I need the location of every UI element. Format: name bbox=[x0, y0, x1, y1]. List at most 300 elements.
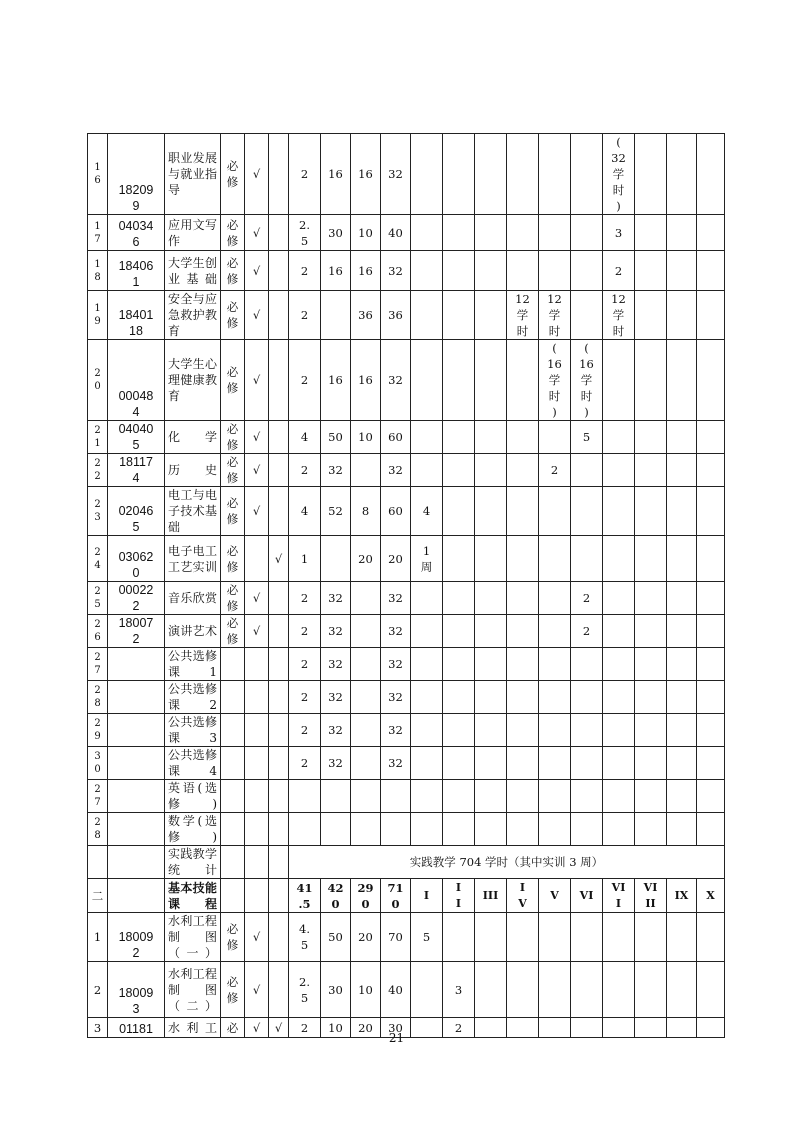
semester-hours bbox=[539, 134, 571, 215]
credit: 2 bbox=[289, 747, 321, 780]
semester-hours bbox=[603, 747, 635, 780]
check-mark: √ bbox=[245, 1018, 269, 1038]
semester-hours bbox=[603, 454, 635, 487]
course-type: 必 修 bbox=[221, 536, 245, 582]
total-hours: 40 bbox=[381, 962, 411, 1018]
semester-hours bbox=[507, 615, 539, 648]
check-mark bbox=[269, 913, 289, 962]
semester-hours bbox=[635, 134, 667, 215]
semester-header: I I bbox=[443, 879, 475, 913]
semester-hours bbox=[635, 813, 667, 846]
semester-hours bbox=[603, 780, 635, 813]
total-hours: 32 bbox=[381, 648, 411, 681]
practice-hours: 20 bbox=[351, 536, 381, 582]
semester-hours bbox=[635, 747, 667, 780]
semester-hours bbox=[475, 487, 507, 536]
total-hours: 32 bbox=[381, 681, 411, 714]
semester-hours bbox=[571, 487, 603, 536]
credit: 2 bbox=[289, 134, 321, 215]
check-mark bbox=[245, 747, 269, 780]
semester-hours bbox=[571, 251, 603, 291]
semester-hours bbox=[411, 340, 443, 421]
practice-hours: 20 bbox=[351, 913, 381, 962]
practice-stat-row bbox=[88, 846, 725, 879]
course-code bbox=[108, 648, 165, 681]
semester-hours bbox=[411, 962, 443, 1018]
semester-hours bbox=[475, 648, 507, 681]
semester-hours: 2 bbox=[603, 251, 635, 291]
semester-hours bbox=[443, 913, 475, 962]
course-type bbox=[221, 747, 245, 780]
row-seq: 2 2 bbox=[88, 454, 108, 487]
semester-hours bbox=[443, 714, 475, 747]
practice-hours: 8 bbox=[351, 487, 381, 536]
theory-hours: 32 bbox=[321, 615, 351, 648]
course-type: 必 修 bbox=[221, 962, 245, 1018]
semester-hours: ( 16 学 时 ) bbox=[571, 340, 603, 421]
semester-hours bbox=[475, 134, 507, 215]
semester-hours bbox=[603, 962, 635, 1018]
check-mark: √ bbox=[245, 962, 269, 1018]
course-code: 18009 3 bbox=[108, 962, 165, 1018]
semester-hours bbox=[571, 747, 603, 780]
semester-hours bbox=[697, 913, 725, 962]
semester-hours bbox=[475, 962, 507, 1018]
semester-hours bbox=[667, 421, 697, 454]
semester-hours bbox=[507, 681, 539, 714]
theory-hours: 32 bbox=[321, 454, 351, 487]
total-hours: 60 bbox=[381, 487, 411, 536]
course-name: 公共选修课4 bbox=[165, 747, 221, 780]
course-type bbox=[221, 780, 245, 813]
table-row bbox=[88, 780, 725, 813]
check-mark bbox=[245, 780, 269, 813]
semester-hours bbox=[571, 714, 603, 747]
credit: 2. 5 bbox=[289, 215, 321, 251]
practice-hours: 16 bbox=[351, 134, 381, 215]
semester-hours bbox=[443, 421, 475, 454]
semester-header: V bbox=[539, 879, 571, 913]
check-mark bbox=[269, 962, 289, 1018]
theory-hours bbox=[321, 536, 351, 582]
semester-hours bbox=[539, 714, 571, 747]
check-mark bbox=[269, 813, 289, 846]
row-seq: 2 8 bbox=[88, 813, 108, 846]
semester-hours bbox=[667, 251, 697, 291]
course-name: 化学 bbox=[165, 421, 221, 454]
theory-hours: 32 bbox=[321, 681, 351, 714]
semester-hours: 3 bbox=[603, 215, 635, 251]
credit: 2 bbox=[289, 582, 321, 615]
check-mark bbox=[245, 714, 269, 747]
course-type: 必 修 bbox=[221, 340, 245, 421]
practice-hours bbox=[351, 747, 381, 780]
category-name: 基本技能课程 bbox=[165, 879, 221, 913]
check-mark bbox=[269, 340, 289, 421]
check-mark bbox=[269, 134, 289, 215]
course-code: 00048 4 bbox=[108, 340, 165, 421]
semester-hours bbox=[475, 340, 507, 421]
total-hours: 32 bbox=[381, 615, 411, 648]
semester-hours: 2 bbox=[571, 615, 603, 648]
course-type: 必 修 bbox=[221, 913, 245, 962]
credit: 2 bbox=[289, 251, 321, 291]
semester-hours bbox=[411, 648, 443, 681]
semester-hours bbox=[539, 962, 571, 1018]
semester-hours bbox=[507, 747, 539, 780]
course-name: 公共选修课2 bbox=[165, 681, 221, 714]
semester-hours bbox=[507, 962, 539, 1018]
semester-hours bbox=[697, 747, 725, 780]
course-code bbox=[108, 681, 165, 714]
course-type bbox=[221, 846, 245, 879]
semester-hours bbox=[635, 648, 667, 681]
semester-hours bbox=[507, 215, 539, 251]
semester-hours bbox=[635, 536, 667, 582]
semester-hours bbox=[539, 487, 571, 536]
practice-stat-label: 实践教学统计 bbox=[165, 846, 221, 879]
theory-hours: 16 bbox=[321, 251, 351, 291]
table-row bbox=[88, 582, 725, 615]
row-seq: 1 8 bbox=[88, 251, 108, 291]
practice-stat-text: 实践教学 704 学时（其中实训 3 周） bbox=[289, 846, 725, 879]
credit: 4. 5 bbox=[289, 913, 321, 962]
practice-hours bbox=[351, 780, 381, 813]
semester-hours bbox=[635, 454, 667, 487]
check-mark: √ bbox=[245, 913, 269, 962]
semester-hours bbox=[603, 714, 635, 747]
practice-hours: 10 bbox=[351, 421, 381, 454]
table-row bbox=[88, 913, 725, 962]
semester-hours bbox=[475, 681, 507, 714]
semester-hours bbox=[411, 681, 443, 714]
practice-hours bbox=[351, 454, 381, 487]
semester-hours bbox=[571, 536, 603, 582]
check-mark bbox=[269, 421, 289, 454]
course-code: 02046 5 bbox=[108, 487, 165, 536]
semester-hours bbox=[697, 714, 725, 747]
course-code: 18401 18 bbox=[108, 291, 165, 340]
course-name: 大学生心理健康教育 bbox=[165, 340, 221, 421]
semester-hours bbox=[539, 615, 571, 648]
semester-hours bbox=[475, 714, 507, 747]
check-mark bbox=[269, 215, 289, 251]
category-credit: 41 .5 bbox=[289, 879, 321, 913]
semester-hours bbox=[635, 615, 667, 648]
course-name: 音乐欣赏 bbox=[165, 582, 221, 615]
total-hours: 36 bbox=[381, 291, 411, 340]
check-mark bbox=[245, 536, 269, 582]
semester-hours bbox=[667, 962, 697, 1018]
semester-hours bbox=[539, 582, 571, 615]
semester-header: X bbox=[697, 879, 725, 913]
semester-hours bbox=[443, 215, 475, 251]
theory-hours: 32 bbox=[321, 582, 351, 615]
semester-hours bbox=[667, 780, 697, 813]
semester-hours bbox=[443, 487, 475, 536]
course-name: 公共选修课1 bbox=[165, 648, 221, 681]
semester-hours bbox=[475, 582, 507, 615]
semester-hours bbox=[539, 913, 571, 962]
theory-hours: 50 bbox=[321, 913, 351, 962]
semester-hours bbox=[667, 615, 697, 648]
course-type: 必 修 bbox=[221, 582, 245, 615]
credit: 1 bbox=[289, 536, 321, 582]
semester-hours bbox=[667, 487, 697, 536]
course-schedule-table bbox=[87, 133, 725, 1038]
semester-hours bbox=[603, 536, 635, 582]
semester-hours bbox=[475, 813, 507, 846]
semester-hours: ( 32 学 时 ) bbox=[603, 134, 635, 215]
check-mark bbox=[245, 681, 269, 714]
row-seq: 1 6 bbox=[88, 134, 108, 215]
semester-hours bbox=[697, 421, 725, 454]
semester-hours bbox=[635, 215, 667, 251]
category-seq: 二 bbox=[88, 879, 108, 913]
course-code bbox=[108, 747, 165, 780]
semester-hours bbox=[667, 813, 697, 846]
check-mark bbox=[269, 879, 289, 913]
semester-hours bbox=[571, 215, 603, 251]
semester-hours bbox=[667, 913, 697, 962]
table-row bbox=[88, 454, 725, 487]
semester-hours bbox=[539, 215, 571, 251]
credit: 2 bbox=[289, 681, 321, 714]
semester-hours bbox=[697, 962, 725, 1018]
semester-hours bbox=[443, 291, 475, 340]
course-name: 电子电工工艺实训 bbox=[165, 536, 221, 582]
course-type: 必 修 bbox=[221, 251, 245, 291]
table-row bbox=[88, 536, 725, 582]
credit bbox=[289, 780, 321, 813]
course-type bbox=[221, 714, 245, 747]
check-mark bbox=[269, 648, 289, 681]
check-mark bbox=[269, 846, 289, 879]
row-seq: 2 5 bbox=[88, 582, 108, 615]
semester-hours bbox=[443, 780, 475, 813]
row-seq: 2 9 bbox=[88, 714, 108, 747]
practice-hours bbox=[351, 681, 381, 714]
semester-hours: 3 bbox=[443, 962, 475, 1018]
semester-hours bbox=[539, 648, 571, 681]
course-code: 01181 bbox=[108, 1018, 165, 1038]
semester-hours bbox=[475, 913, 507, 962]
semester-hours bbox=[571, 454, 603, 487]
row-seq: 1 9 bbox=[88, 291, 108, 340]
semester-hours bbox=[507, 454, 539, 487]
semester-hours bbox=[475, 780, 507, 813]
semester-hours: 4 bbox=[411, 487, 443, 536]
semester-hours bbox=[443, 536, 475, 582]
credit: 4 bbox=[289, 421, 321, 454]
total-hours: 32 bbox=[381, 747, 411, 780]
theory-hours bbox=[321, 813, 351, 846]
credit: 2 bbox=[289, 615, 321, 648]
semester-hours bbox=[539, 536, 571, 582]
semester-hours bbox=[443, 340, 475, 421]
check-mark bbox=[269, 681, 289, 714]
semester-hours bbox=[667, 582, 697, 615]
semester-hours bbox=[475, 421, 507, 454]
semester-hours bbox=[443, 813, 475, 846]
semester-hours: 2 bbox=[443, 1018, 475, 1038]
semester-hours bbox=[571, 134, 603, 215]
semester-hours bbox=[635, 913, 667, 962]
semester-header: I V bbox=[507, 879, 539, 913]
check-mark bbox=[245, 648, 269, 681]
semester-hours bbox=[411, 780, 443, 813]
semester-hours bbox=[603, 813, 635, 846]
credit: 2 bbox=[289, 291, 321, 340]
check-mark bbox=[269, 251, 289, 291]
semester-hours bbox=[539, 747, 571, 780]
semester-hours bbox=[635, 714, 667, 747]
check-mark: √ bbox=[245, 421, 269, 454]
check-mark bbox=[269, 582, 289, 615]
course-code: 18117 4 bbox=[108, 454, 165, 487]
semester-header: VI II bbox=[635, 879, 667, 913]
course-name: 水利工 bbox=[165, 1018, 221, 1038]
semester-hours bbox=[697, 536, 725, 582]
course-code: 18209 9 bbox=[108, 134, 165, 215]
semester-hours bbox=[507, 487, 539, 536]
check-mark: √ bbox=[245, 615, 269, 648]
course-code: 04034 6 bbox=[108, 215, 165, 251]
course-code: 03062 0 bbox=[108, 536, 165, 582]
practice-hours bbox=[351, 615, 381, 648]
course-code: 18007 2 bbox=[108, 615, 165, 648]
course-code: 00022 2 bbox=[108, 582, 165, 615]
theory-hours: 52 bbox=[321, 487, 351, 536]
credit bbox=[289, 813, 321, 846]
check-mark: √ bbox=[245, 454, 269, 487]
semester-hours bbox=[411, 291, 443, 340]
course-type bbox=[221, 648, 245, 681]
practice-hours bbox=[351, 582, 381, 615]
semester-hours bbox=[411, 615, 443, 648]
practice-hours: 16 bbox=[351, 340, 381, 421]
semester-hours bbox=[697, 648, 725, 681]
semester-header: VI I bbox=[603, 879, 635, 913]
semester-hours bbox=[697, 681, 725, 714]
semester-hours: 2 bbox=[539, 454, 571, 487]
semester-hours bbox=[635, 487, 667, 536]
practice-hours: 10 bbox=[351, 962, 381, 1018]
practice-hours: 20 bbox=[351, 1018, 381, 1038]
check-mark bbox=[269, 714, 289, 747]
semester-hours bbox=[443, 251, 475, 291]
table-row bbox=[88, 134, 725, 215]
theory-hours: 30 bbox=[321, 962, 351, 1018]
semester-hours bbox=[411, 134, 443, 215]
semester-hours bbox=[697, 454, 725, 487]
check-mark: √ bbox=[245, 582, 269, 615]
semester-hours bbox=[475, 536, 507, 582]
semester-hours bbox=[571, 813, 603, 846]
semester-hours: 5 bbox=[411, 913, 443, 962]
semester-hours: ( 16 学 时 ) bbox=[539, 340, 571, 421]
semester-hours: 12 学 时 bbox=[507, 291, 539, 340]
page-number: 21 bbox=[388, 1031, 405, 1045]
semester-hours bbox=[697, 291, 725, 340]
semester-hours bbox=[539, 251, 571, 291]
course-type: 必 修 bbox=[221, 421, 245, 454]
credit: 2 bbox=[289, 1018, 321, 1038]
course-name: 数学(选修) bbox=[165, 813, 221, 846]
check-mark bbox=[245, 846, 269, 879]
semester-hours bbox=[635, 251, 667, 291]
check-mark bbox=[269, 454, 289, 487]
table-row bbox=[88, 747, 725, 780]
row-seq: 2 1 bbox=[88, 421, 108, 454]
semester-hours bbox=[507, 582, 539, 615]
course-code bbox=[108, 714, 165, 747]
semester-hours bbox=[603, 421, 635, 454]
semester-hours bbox=[443, 681, 475, 714]
credit: 2 bbox=[289, 648, 321, 681]
row-seq: 2 7 bbox=[88, 648, 108, 681]
semester-hours bbox=[443, 648, 475, 681]
practice-hours bbox=[351, 648, 381, 681]
semester-hours bbox=[507, 913, 539, 962]
total-hours: 32 bbox=[381, 251, 411, 291]
semester-hours bbox=[697, 487, 725, 536]
check-mark: √ bbox=[245, 134, 269, 215]
table-row bbox=[88, 962, 725, 1018]
semester-hours bbox=[667, 340, 697, 421]
course-name: 水利工程制图（二） bbox=[165, 962, 221, 1018]
total-hours bbox=[381, 813, 411, 846]
course-name: 大学生创业基础 bbox=[165, 251, 221, 291]
table-row bbox=[88, 615, 725, 648]
practice-hours bbox=[351, 813, 381, 846]
semester-hours bbox=[667, 681, 697, 714]
course-name: 历史 bbox=[165, 454, 221, 487]
total-hours: 32 bbox=[381, 340, 411, 421]
semester-hours bbox=[571, 962, 603, 1018]
check-mark: √ bbox=[269, 1018, 289, 1038]
check-mark bbox=[245, 879, 269, 913]
semester-hours bbox=[411, 454, 443, 487]
theory-hours: 32 bbox=[321, 714, 351, 747]
semester-header: VI bbox=[571, 879, 603, 913]
semester-hours bbox=[507, 421, 539, 454]
semester-hours bbox=[475, 291, 507, 340]
semester-hours bbox=[667, 536, 697, 582]
semester-hours: 1 周 bbox=[411, 536, 443, 582]
semester-hours bbox=[635, 582, 667, 615]
table-row bbox=[88, 714, 725, 747]
semester-hours bbox=[539, 421, 571, 454]
check-mark bbox=[245, 813, 269, 846]
semester-hours: 5 bbox=[571, 421, 603, 454]
row-seq: 2 bbox=[88, 962, 108, 1018]
credit: 2 bbox=[289, 340, 321, 421]
row-seq: 3 0 bbox=[88, 747, 108, 780]
table-row bbox=[88, 813, 725, 846]
table-row bbox=[88, 251, 725, 291]
semester-hours bbox=[443, 134, 475, 215]
row-seq: 3 bbox=[88, 1018, 108, 1038]
category-theory: 42 0 bbox=[321, 879, 351, 913]
table-row bbox=[88, 291, 725, 340]
semester-header: III bbox=[475, 879, 507, 913]
total-hours: 40 bbox=[381, 215, 411, 251]
table-row bbox=[88, 648, 725, 681]
semester-hours bbox=[475, 251, 507, 291]
course-type: 必 修 bbox=[221, 291, 245, 340]
theory-hours bbox=[321, 291, 351, 340]
